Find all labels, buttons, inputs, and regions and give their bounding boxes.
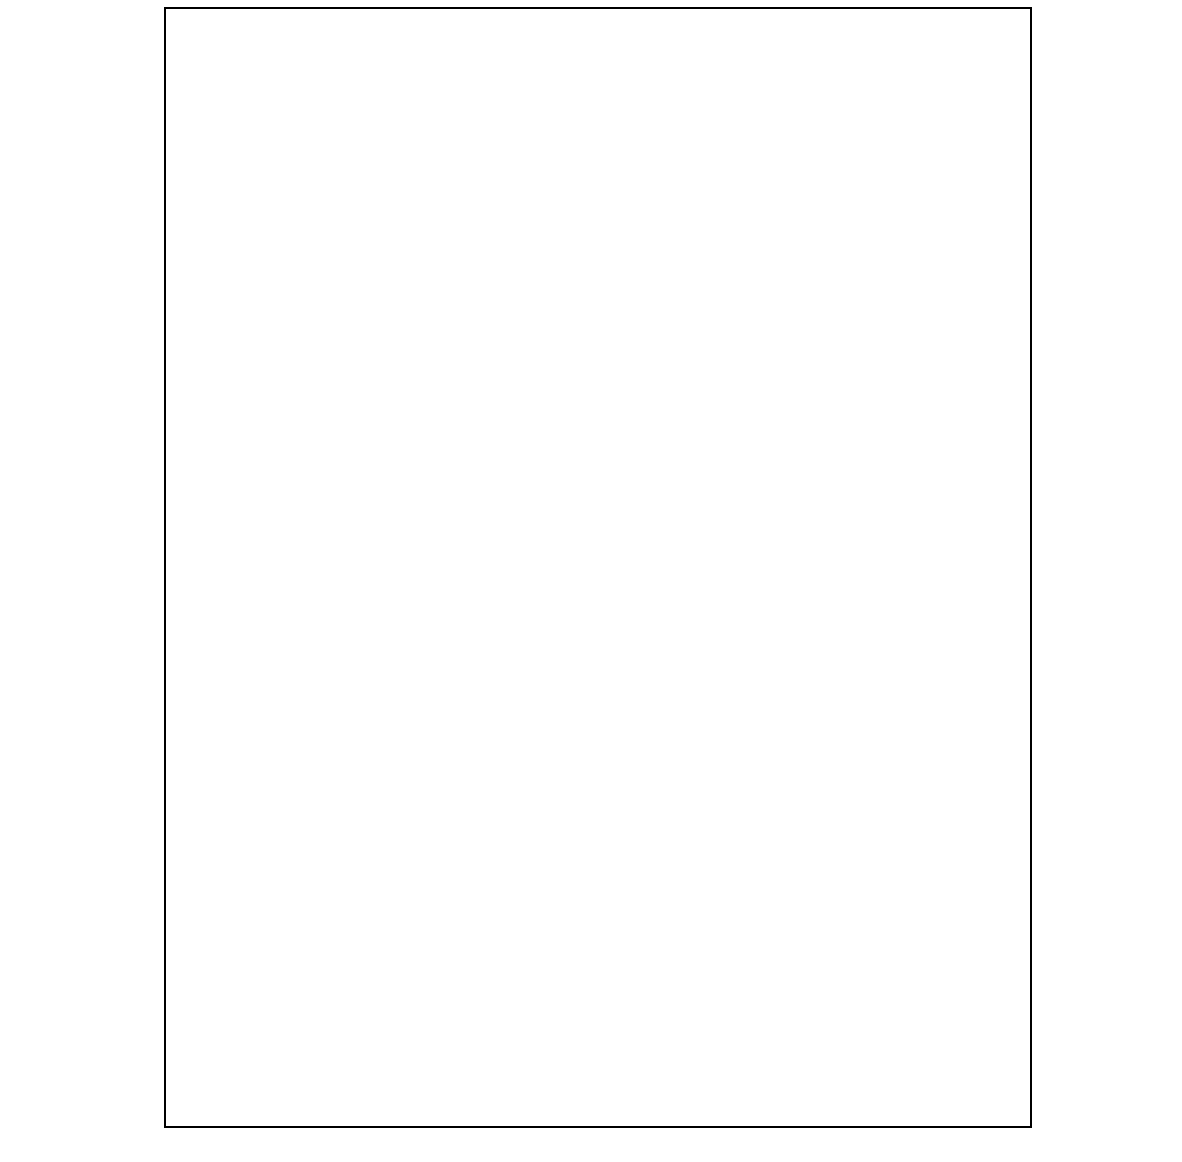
financial-indicators-table <box>164 7 1032 1128</box>
